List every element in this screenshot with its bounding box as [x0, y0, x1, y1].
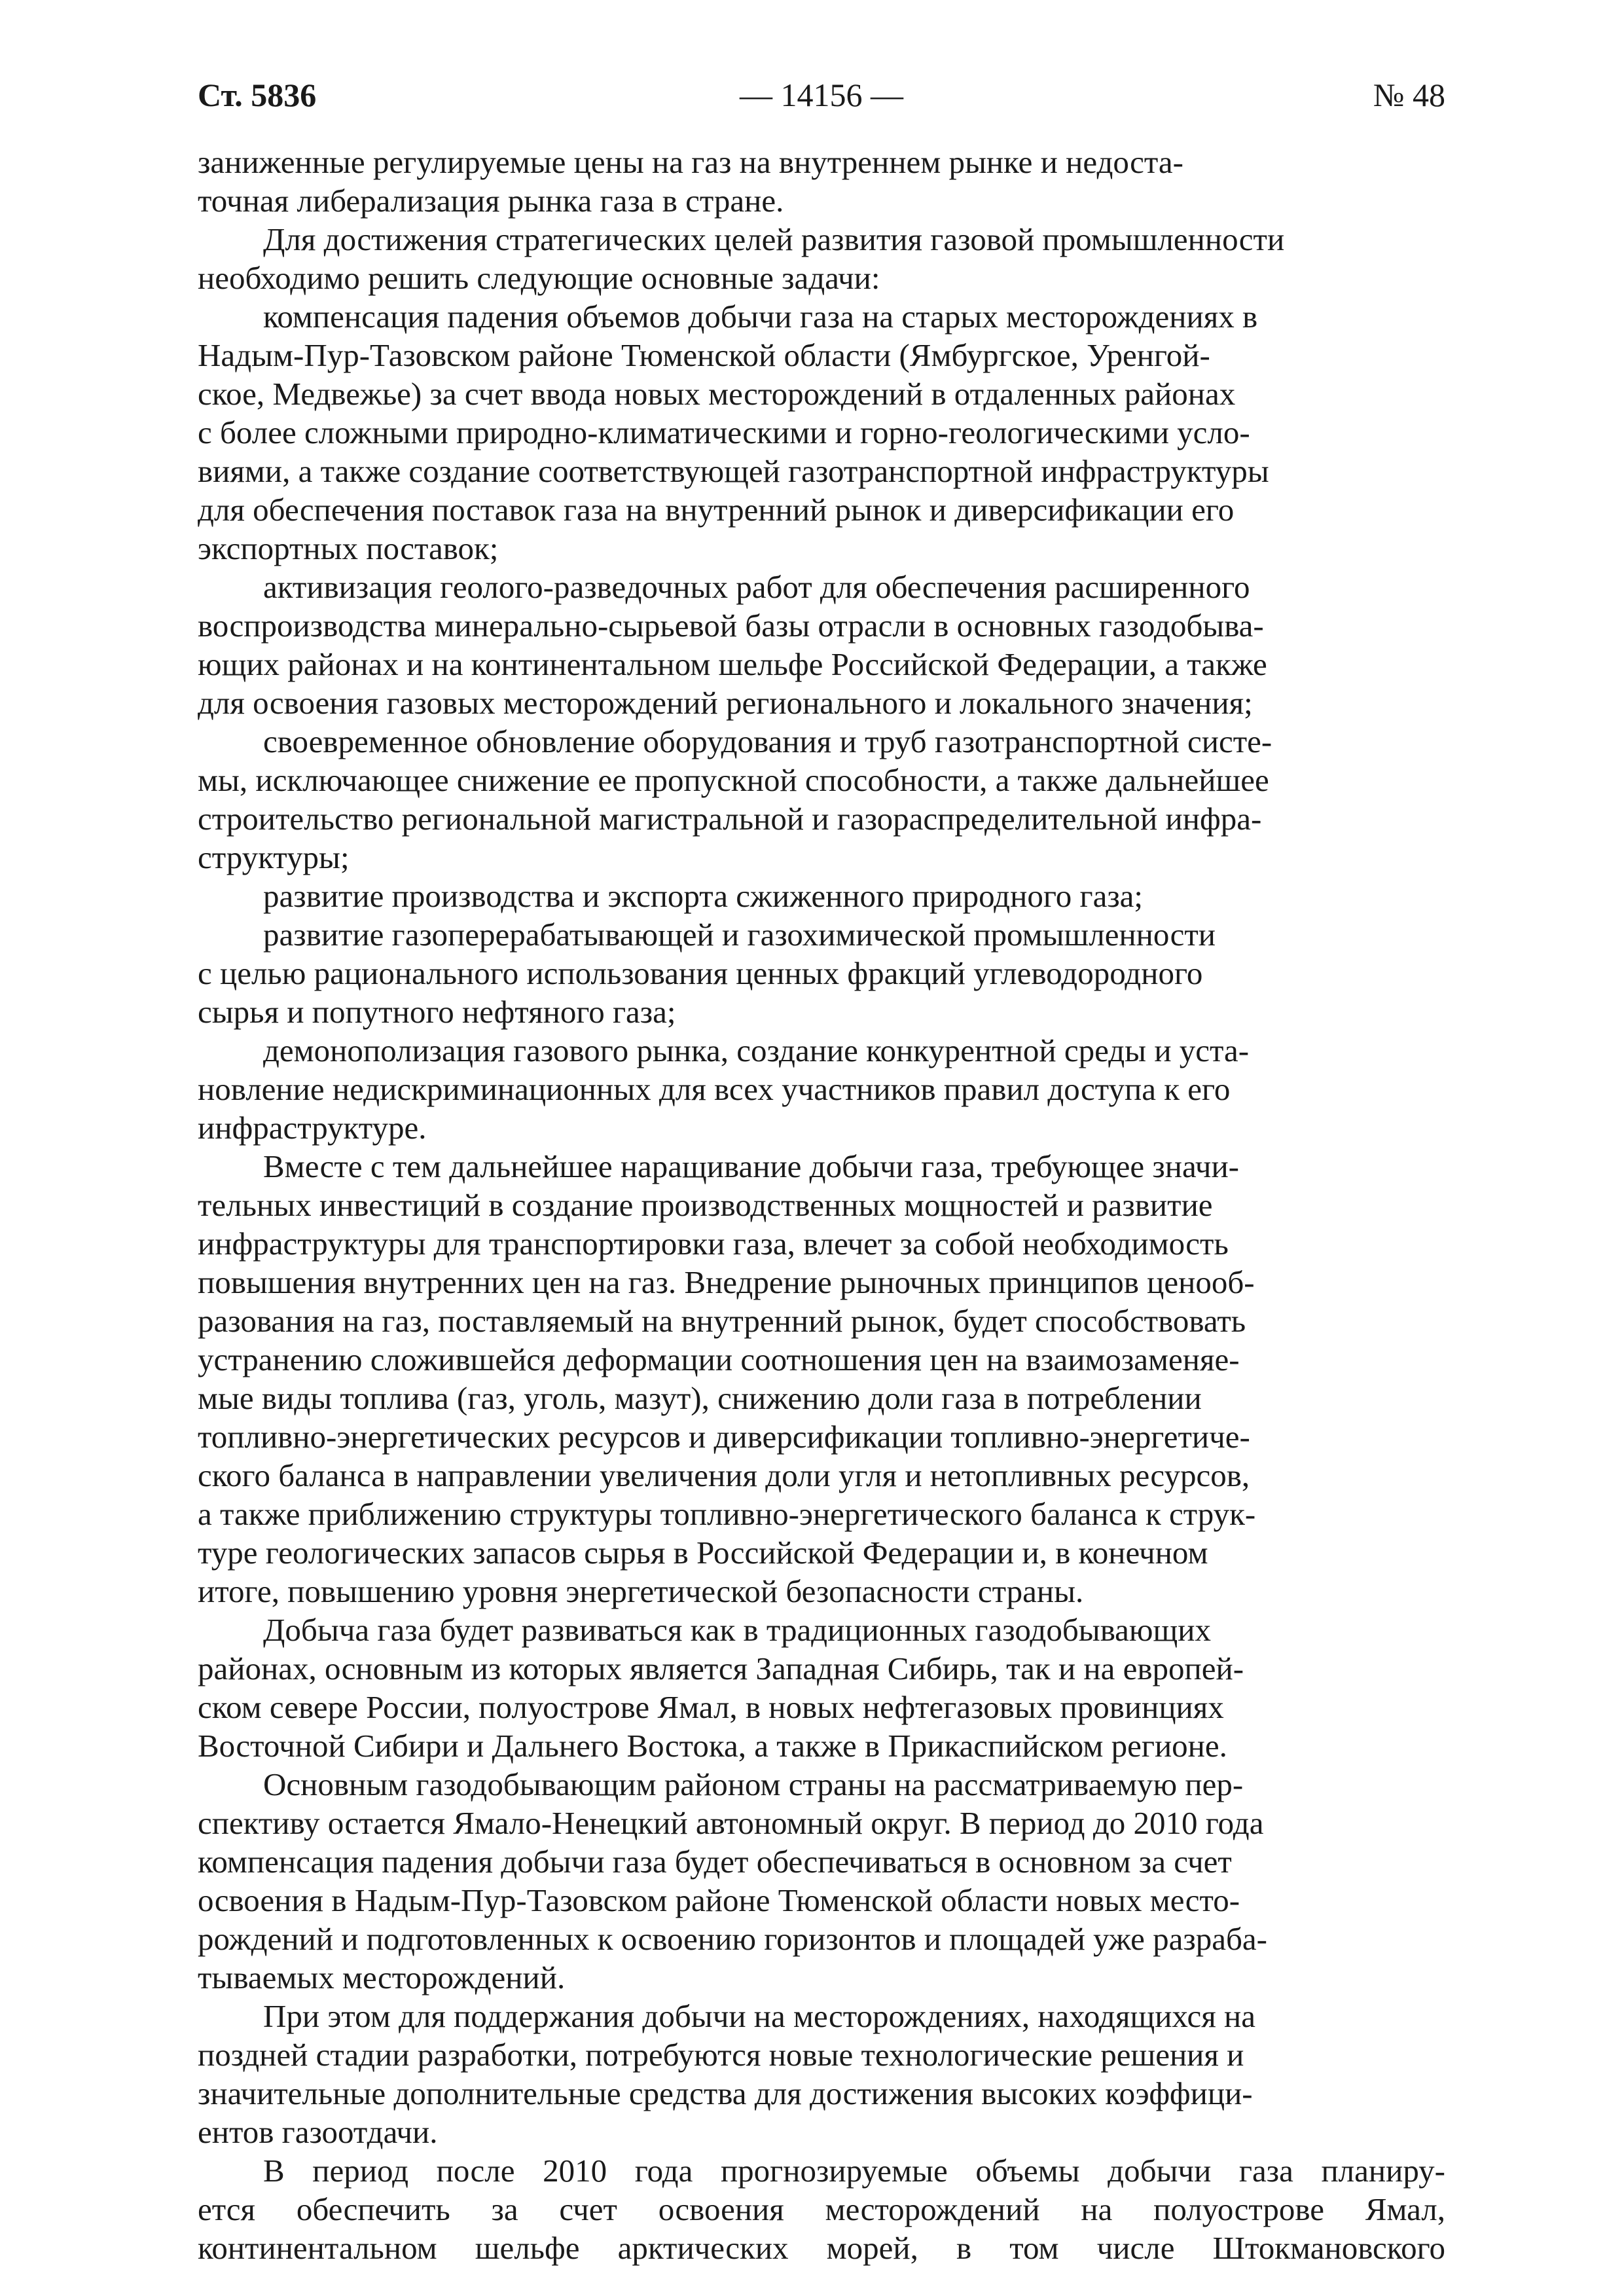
list-item: активизация геолого-разведочных работ для обеспечения расширенного воспроизводства минерально-сырьевой базы отрасли в основных газодобыва- ющих районах и на континентальном шельфе Российской Федерации, а также для освоения газовых месторождений регионального и локального значения; — [198, 569, 1267, 721]
list-item: своевременное обновление оборудования и труб газотранспортной систе- мы, исключающее снижение ее пропускной способности, а также дальнейшее строительство региональной магистральной и газораспределительной инфра- структуры; — [198, 723, 1272, 875]
paragraph: При этом для поддержания добычи на месторождениях, находящихся на поздней стадии разработки, потребуются новые технологические решения и значительные дополнительные средства для достижения высоких коэффици- ентов газоотдачи. — [198, 1998, 1256, 2150]
list-item: демонополизация газового рынка, создание конкурентной среды и уста- новление недискриминационных для всех участников правил доступа к его инфраструктуре. — [198, 1032, 1250, 1146]
paragraph: В период после 2010 года прогнозируемые объемы добычи газа планиру- ется обеспечить за счет освоения месторождений на полуострове Ямал, континентальном шельфе арктических морей, в том числе Штокмановского — [198, 2153, 1445, 2266]
document-body — [198, 143, 1445, 2267]
list-item: компенсация падения объемов добычи газа на старых месторождениях в Надым-Пур-Тазовском районе Тюменской области (Ямбургское, Уренгой- ское, Медвежье) за счет ввода новых месторождений в отдаленных районах с более сложными природно-климатическими и горно-геологическими усло- виями, а также создание соответствующей газотранспортной инфраструктуры для обеспечения поставок газа на внутренний рынок и диверсификации его экспортных поставок; — [198, 299, 1269, 566]
paragraph: Для достижения стратегических целей развития газовой промышленности необходимо решить следующие основные задачи: — [198, 221, 1285, 296]
issue-number: № 48 — [1373, 77, 1445, 113]
paragraph: Вместе с тем дальнейшее наращивание добычи газа, требующее значи- тельных инвестиций в создание производственных мощностей и развитие инфраструктуры для транспортировки газа, влечет за собой необходимость повышения внутренних цен на газ. Внедрение рыночных принципов ценооб- разования на газ, поставляемый на внутренний рынок, будет способствовать устранению сложившейся деформации соотношения цен на взаимозаменяе- мые виды топлива (газ, уголь, мазут), снижению доли газа в потреблении топливно-энергетических ресурсов и диверсификации топливно-энергетиче- ского баланса в направлении увеличения доли угля и нетопливных ресурсов, а также приближению структуры топливно-энергетического баланса к струк- туре геологических запасов сырья в Российской Федерации и, в конечном итоге, повышению уровня энергетической безопасности страны. — [198, 1148, 1256, 1609]
list-item: развитие производства и экспорта сжиженного природного газа; — [263, 878, 1144, 914]
list-item: развитие газоперерабатывающей и газохимической промышленности с целью рационального использования ценных фракций углеводородного сырья и попутного нефтяного газа; — [198, 917, 1216, 1030]
paragraph: заниженные регулируемые цены на газ на внутреннем рынке и недоста- точная либерализация рынка газа в стране. — [198, 144, 1183, 219]
page-number: — 14156 — — [740, 77, 903, 113]
paragraph: Добыча газа будет развиваться как в традиционных газодобывающих районах, основным из которых является Западная Сибирь, так и на европей- ском севере России, полуострове Ямал, в новых нефтегазовых провинциях Восточной Сибири и Дальнего Востока, а также в Прикаспийском регионе. — [198, 1612, 1244, 1764]
paragraph: Основным газодобывающим районом страны на рассматриваемую пер- спективу остается Ямало-Ненецкий автономный округ. В период до 2010 года компенсация падения добычи газа будет обеспечиваться в основном за счет освоения в Надым-Пур-Тазовском районе Тюменской области новых место- рождений и подготовленных к освоению горизонтов и площадей уже разраба- тываемых месторождений. — [198, 1766, 1267, 1995]
page-header — [198, 72, 1445, 118]
article-number: Ст. 5836 — [198, 77, 317, 113]
